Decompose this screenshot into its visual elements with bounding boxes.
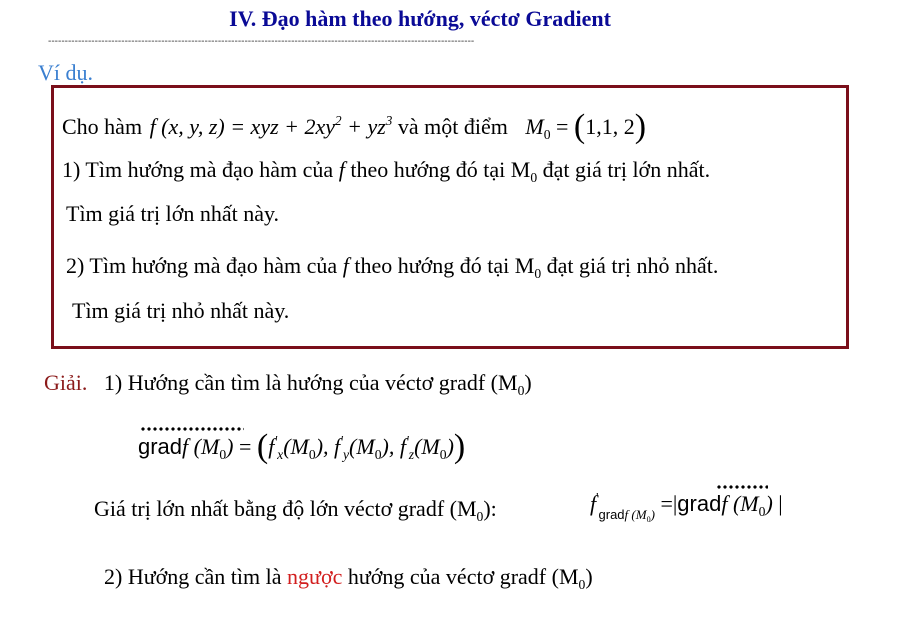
item1-pre: 1) Tìm hướng mà đạo hàm của bbox=[62, 157, 339, 182]
grad-paren-close: ) bbox=[453, 428, 466, 465]
grad-arg-open: (M bbox=[188, 434, 220, 459]
point-definition bbox=[525, 108, 647, 145]
norm-bar-close: | bbox=[772, 491, 783, 517]
norm-f: f bbox=[721, 491, 728, 517]
problem-item-1-line2: Tìm giá trị lớn nhất này. bbox=[66, 201, 280, 226]
item2-f: f bbox=[342, 253, 349, 278]
paren-close: ) bbox=[634, 108, 647, 145]
exponent-a: 2 bbox=[335, 112, 342, 128]
item2-pre: 2) Tìm hướng mà đạo hàm của bbox=[66, 253, 343, 278]
dir-deriv-subscript bbox=[598, 507, 655, 525]
fx-sub: x bbox=[277, 446, 284, 462]
problem-item-2 bbox=[66, 253, 718, 282]
norm-grad: grad bbox=[677, 491, 722, 517]
point-eq: = bbox=[550, 114, 574, 139]
sub-arg: (M bbox=[628, 507, 647, 523]
max-sub: 0 bbox=[476, 508, 484, 524]
sub-arg-sub: 0 bbox=[646, 515, 651, 525]
fy: f bbox=[334, 434, 341, 459]
item1-post: đạt giá trị lớn nhất. bbox=[537, 157, 711, 182]
max-eq: = bbox=[654, 491, 673, 517]
solution-step-2 bbox=[104, 564, 593, 593]
item2-sub: 0 bbox=[534, 265, 542, 281]
grad-f: f bbox=[182, 434, 189, 459]
function-lhs: f (x, y, z) = xyz + 2xy bbox=[149, 114, 336, 139]
fy-sub: y bbox=[342, 446, 350, 462]
partial-x bbox=[268, 432, 335, 462]
norm-arg-sub: 0 bbox=[758, 504, 766, 519]
item1-mid: theo hướng đó tại M bbox=[344, 157, 531, 182]
step2-end: ) bbox=[585, 564, 593, 589]
problem-intro bbox=[62, 108, 646, 146]
item2-post: đạt giá trị nhỏ nhất. bbox=[541, 253, 719, 278]
dir-deriv-prime: ' bbox=[596, 490, 599, 505]
separator-line: -------------------------------------------------------------------------------------------------------------------------------- bbox=[48, 36, 475, 47]
fz-prime: ' bbox=[405, 432, 409, 448]
grad-paren-open: ( bbox=[256, 428, 269, 465]
item1-f: f bbox=[338, 157, 345, 182]
problem-item-1 bbox=[62, 157, 710, 186]
paren-open: ( bbox=[573, 108, 586, 145]
function-mid: + yz bbox=[341, 114, 386, 139]
max-pre: Giá trị lớn nhất bằng độ lớn véctơ gradf (M bbox=[94, 496, 477, 521]
fx: f bbox=[268, 434, 275, 459]
step1-pre: 1) Hướng cần tìm là hướng của véctơ gradf (M bbox=[103, 370, 518, 395]
fx-arg-close: ), bbox=[315, 434, 335, 459]
norm-bar-open: | bbox=[672, 491, 678, 517]
point-coords: 1,1, 2 bbox=[585, 114, 635, 139]
sub-grad: grad bbox=[598, 507, 625, 523]
partial-y bbox=[334, 432, 400, 462]
step1-sub: 0 bbox=[517, 382, 525, 398]
problem-item-2-line2: Tìm giá trị nhỏ nhất này. bbox=[72, 298, 290, 323]
fy-prime: ' bbox=[340, 432, 343, 448]
gradient-formula bbox=[138, 428, 465, 466]
example-label: Ví dụ. bbox=[38, 60, 93, 85]
step2-highlight: ngược bbox=[287, 564, 343, 589]
step2-sub: 0 bbox=[578, 576, 586, 592]
max-post: ): bbox=[483, 496, 497, 521]
solution-label: Giải. bbox=[44, 370, 88, 395]
slide-title: IV. Đạo hàm theo hướng, véctơ Gradient bbox=[229, 6, 611, 31]
norm-arg-close: ) bbox=[765, 491, 773, 517]
grad-arg-sub: 0 bbox=[219, 446, 227, 462]
item2-mid: theo hướng đó tại M bbox=[348, 253, 535, 278]
point-name: M bbox=[525, 114, 544, 139]
item1-sub: 0 bbox=[530, 169, 538, 185]
fz-arg-sub: 0 bbox=[439, 446, 447, 462]
fz-sub: z bbox=[408, 446, 415, 462]
exponent-b: 3 bbox=[385, 112, 393, 128]
fx-prime: ' bbox=[274, 432, 278, 448]
function-definition bbox=[150, 114, 393, 139]
sub-f: f bbox=[624, 507, 629, 523]
fy-arg: (M bbox=[349, 434, 375, 459]
norm-arg: (M bbox=[727, 491, 759, 517]
step2-pre: 2) Hướng cần tìm là bbox=[104, 564, 288, 589]
fz: f bbox=[399, 434, 406, 459]
grad-word: grad bbox=[138, 434, 183, 459]
fz-arg-close: ) bbox=[446, 434, 454, 459]
sub-arg-close: ) bbox=[650, 507, 655, 523]
fx-arg: (M bbox=[283, 434, 309, 459]
fy-arg-sub: 0 bbox=[374, 446, 382, 462]
step2-post: hướng của véctơ gradf (M bbox=[342, 564, 579, 589]
intro-prefix: Cho hàm bbox=[62, 114, 143, 139]
grad-arg-close: ) bbox=[226, 434, 234, 459]
grad-eq: = bbox=[233, 434, 257, 459]
step1-post: ) bbox=[524, 370, 532, 395]
point-sub: 0 bbox=[543, 126, 551, 142]
dir-deriv-f: f bbox=[590, 491, 597, 517]
max-formula bbox=[590, 490, 783, 524]
intro-mid: và một điểm bbox=[397, 114, 508, 139]
fy-arg-close: ), bbox=[381, 434, 400, 459]
fx-arg-sub: 0 bbox=[308, 446, 316, 462]
max-value-line bbox=[94, 496, 497, 525]
solution-step-1 bbox=[44, 370, 532, 399]
partial-z bbox=[399, 432, 454, 462]
fz-arg: (M bbox=[414, 434, 440, 459]
